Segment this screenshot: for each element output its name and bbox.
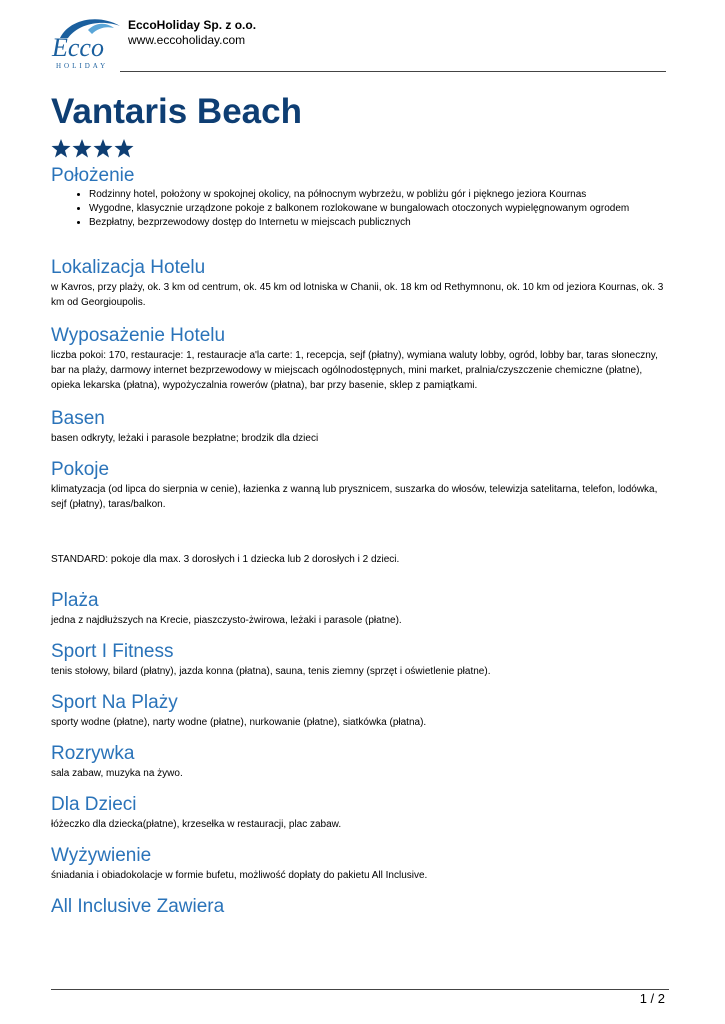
section-text: w Kavros, przy plaży, ok. 3 km od centrum, ok. 45 km od lotniska w Chanii, ok. 18 km od Rethymnonu, ok. 10 km od jeziora Kournas, ok. 3 km od Georgioupolis. [51, 282, 664, 308]
section-title: Wyżywienie [51, 845, 152, 866]
list-item: • Bezpłatny, bezprzewodowy dostęp do Internetu w miejscach publicznych [89, 216, 671, 230]
section-title: Położenie [51, 165, 135, 186]
section-title: Sport I Fitness [51, 641, 174, 662]
section-sport-plaza [51, 691, 671, 730]
company-url[interactable]: www.eccoholiday.com [128, 33, 246, 47]
hotel-title: Vantaris Beach [51, 92, 302, 131]
section-title: Dla Dzieci [51, 794, 137, 815]
section-all-inclusive [51, 895, 671, 919]
section-text: śniadania i obiadokolacje w formie bufetu, możliwość dopłaty do pakietu All Inclusive. [51, 870, 428, 881]
logo-subtext: HOLIDAY [56, 62, 109, 70]
section-dzieci [51, 793, 671, 832]
section-text: klimatyzacja (od lipca do sierpnia w cenie), łazienka z wanną lub prysznicem, suszarka do włosów, telewizja satelitarna, telefon, lodówka, sejf (płatny), taras/balkon. [51, 484, 658, 510]
section-wyposazenie [51, 324, 671, 393]
star-icon [73, 139, 92, 158]
section-sport [51, 640, 671, 679]
section-title: Rozrywka [51, 743, 135, 764]
section-title: Lokalizacja Hotelu [51, 257, 206, 278]
section-lokalizacja [51, 256, 671, 310]
section-pokoje [51, 458, 671, 567]
page-header [48, 12, 668, 74]
star-rating [51, 136, 135, 160]
list-item: • Rodzinny hotel, położony w spokojnej okolicy, na północnym wybrzeżu, w pobliżu gór i pięknego jeziora Kournas [89, 188, 671, 202]
section-text: STANDARD: pokoje dla max. 3 dorosłych i 1 dziecka lub 2 dorosłych i 2 dzieci. [51, 554, 400, 565]
list-item: • Wygodne, klasycznie urządzone pokoje z balkonem rozlokowane w bungalowach otoczonych wypielęgnowanym ogrodem [89, 202, 671, 216]
page-number: 1 / 2 [639, 991, 665, 1006]
section-basen [51, 407, 671, 446]
header-divider [120, 71, 666, 72]
company-info [128, 18, 256, 48]
star-icon [115, 139, 134, 158]
section-rozrywka [51, 742, 671, 781]
section-title: Wyposażenie Hotelu [51, 325, 226, 346]
section-text: tenis stołowy, bilard (płatny), jazda konna (płatna), sauna, tenis ziemny (sprzęt i oświetlenie płatne). [51, 666, 491, 677]
content [51, 164, 671, 919]
section-text: liczba pokoi: 170, restauracje: 1, restauracje a'la carte: 1, recepcja, sejf (płatny), wymiana waluty lobby, ogród, lobby bar, taras słoneczny, bar na plaży, darmowy internet bezprzewodowy w miejscach ogólnodostępnych, mini market, pralnia/czyszczenie chemiczne (płatne), opieka lekarska (płatna), wypożyczalnia rowerów (płatna), bar przy basenie, sklep z pamiątkami. [51, 350, 658, 391]
section-title: Sport Na Plaży [51, 692, 178, 713]
ecco-holiday-logo [48, 12, 122, 70]
section-title: Plaża [51, 590, 99, 611]
section-text: jedna z najdłuższych na Krecie, piaszczysto-żwirowa, leżaki i parasole (płatne). [51, 615, 402, 626]
section-title: All Inclusive Zawiera [51, 896, 225, 917]
section-text: łóżeczko dla dziecka(płatne), krzesełka w restauracji, plac zabaw. [51, 819, 342, 830]
section-title: Pokoje [51, 459, 110, 480]
section-wyzywienie [51, 844, 671, 883]
star-icon [94, 139, 113, 158]
logo-text: Ecco [52, 33, 104, 62]
company-name: EccoHoliday Sp. z o.o. [128, 18, 257, 32]
section-plaza [51, 589, 671, 628]
bullet-list [51, 188, 671, 230]
section-text: basen odkryty, leżaki i parasole bezpłatne; brodzik dla dzieci [51, 433, 319, 444]
section-text: sporty wodne (płatne), narty wodne (płatne), nurkowanie (płatne), siatkówka (płatna). [51, 717, 427, 728]
section-text: sala zabaw, muzyka na żywo. [51, 768, 183, 779]
star-icon [52, 139, 71, 158]
section-polozenie [51, 164, 671, 230]
footer-divider [51, 989, 669, 990]
section-title: Basen [51, 408, 105, 429]
